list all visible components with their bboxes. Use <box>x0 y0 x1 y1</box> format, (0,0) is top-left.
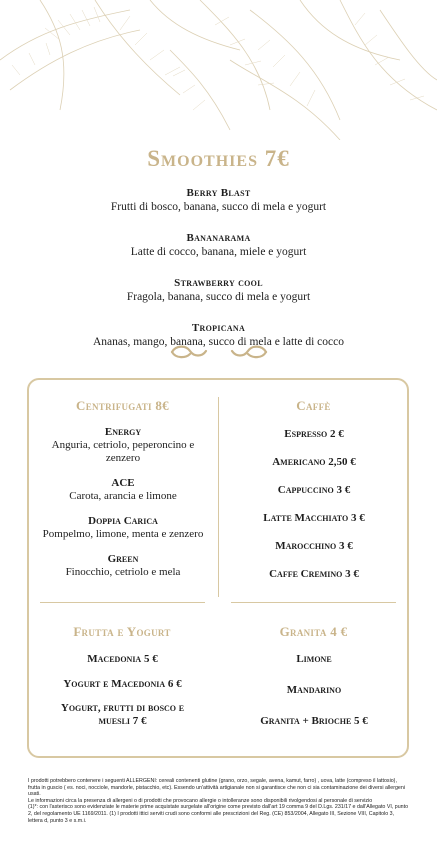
footer-line: Le informazioni circa la presenza di allergeni o di prodotti che provocano allergie o intolleranze sono disponibili rivolgendosi al personale di servizio <box>28 797 373 804</box>
item-name: Strawberry cool <box>174 277 263 289</box>
section-title-granita: Granita 4 € <box>279 624 348 639</box>
item-name: ACE <box>111 477 135 489</box>
list-item: Americano 2,50 € <box>272 456 356 468</box>
list-item <box>34 426 212 465</box>
smoothies-list <box>0 186 437 366</box>
tropical-leaves-decoration <box>0 0 437 140</box>
list-item: Yogurt, frutti di bosco e muesli 7 € <box>60 702 185 727</box>
list-item: Espresso 2 € <box>284 428 344 440</box>
list-item: Caffe Cremino 3 € <box>269 568 359 580</box>
item-name: Tropicana <box>191 322 246 334</box>
centrifugati-list <box>34 426 212 591</box>
list-item: Limone <box>296 653 332 665</box>
item-name: Doppia Carica <box>88 515 158 527</box>
section-title-caffe: Caffè <box>296 398 331 413</box>
caffe-list <box>226 428 402 581</box>
section-title-frutta: Frutta e Yogurt <box>73 624 171 639</box>
frutta-list <box>40 653 205 728</box>
item-description: Pompelmo, limone, menta e zenzero <box>42 528 204 540</box>
footer-line: I prodotti potrebbero contenere i seguenti ALLERGENI: cereali contenenti glutine (grano, orzo, segale, avena, kamut, farro) , uova, latte (compreso il lattosio), frutta in guscio ( es. noci, nocciole, mandorle, pistacchio, etc). Essendo un'attività artigianale non si garantisce che non ci sia contaminazione dei diversi allergeni usati. <box>28 778 405 798</box>
list-item <box>0 276 437 304</box>
list-item: Yogurt e Macedonia 6 € <box>63 678 182 690</box>
item-name: Energy <box>104 426 142 438</box>
list-item <box>0 231 437 259</box>
item-name: Bananarama <box>186 232 251 244</box>
item-description: Ananas, mango, banana, succo di mela e latte di cocco <box>93 336 344 348</box>
list-item: Latte Macchiato 3 € <box>263 512 365 524</box>
list-item: Macedonia 5 € <box>87 653 158 665</box>
list-item <box>34 553 212 579</box>
list-item: Mandarino <box>286 684 342 696</box>
list-item <box>34 477 212 503</box>
list-item: Cappuccino 3 € <box>277 484 351 496</box>
section-divider-left <box>40 602 205 603</box>
footer-line: (1)*: con l'asterisco sono evidenziate le materie prime acquistate surgelate all'origine come previsto dall'art 19 comma 9 del D.Lgs. 231/17 e dall'Allegato VI, punto 2, del regolamento UE 1169/2011. (1) I prodotti ittici serviti crudi sono conformi alle prescrizioni del Reg. (CE) 853/2004, Allegato III, Sezione VIII, Capitolo 3, lettera d, punto 3 e s.m.i. <box>28 804 409 824</box>
granita-list <box>226 653 402 728</box>
section-divider-right <box>231 602 396 603</box>
item-description: Anguria, cetriolo, peperoncino e zenzero <box>51 439 195 464</box>
list-item: Granita + Brioche 5 € <box>260 715 368 727</box>
item-name: Green <box>107 553 139 565</box>
page-title: Smoothies 7€ <box>147 146 290 171</box>
item-name: Berry Blast <box>186 187 251 199</box>
list-item <box>0 186 437 214</box>
section-title-centrifugati: Centrifugati 8€ <box>76 398 169 413</box>
item-description: Frutti di bosco, banana, succo di mela e yogurt <box>110 201 327 213</box>
list-item <box>34 515 212 541</box>
item-description: Fragola, banana, succo di mela e yogurt <box>126 291 311 303</box>
item-description: Carota, arancia e limone <box>69 490 177 502</box>
item-description: Latte di cocco, banana, miele e yogurt <box>130 246 307 258</box>
ornament-icon <box>168 343 270 361</box>
column-divider <box>218 397 219 597</box>
list-item: Marocchino 3 € <box>275 540 353 552</box>
allergen-notice <box>28 778 410 824</box>
item-description: Finocchio, cetriolo e mela <box>65 566 181 578</box>
